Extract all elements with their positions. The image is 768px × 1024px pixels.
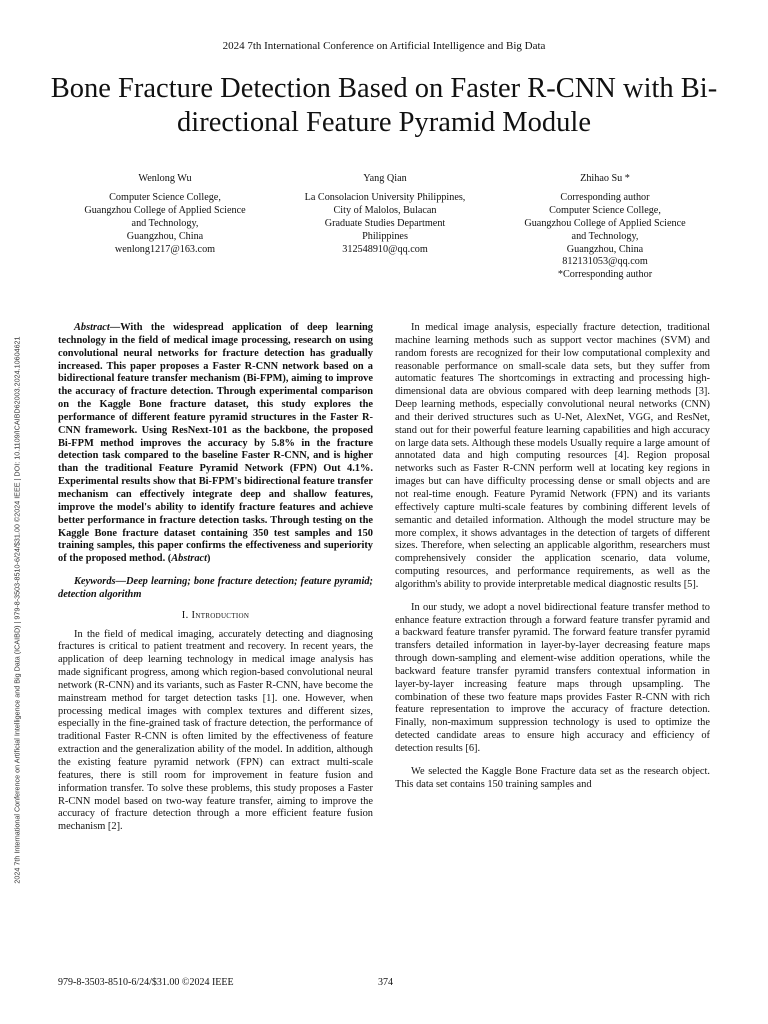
author-email: wenlong1217@163.com [114, 243, 216, 255]
author-block [60, 173, 710, 282]
body-paragraph: In our study, we adopt a novel bidirectional feature transfer method to enhance feature extraction through a forward feature transfer pyramid and a backward feature transfer pyramid. The forward feature transfer pyramid transfers detailed information in layer-by-layer decreasing feature maps through down-sampling and element-wise addition operations, while the backward feature transfer pyramid transfers contextual information in layer-by-layer increasing feature maps through upsampling. The combination of these two feature maps provides Faster R-CNN with rich feature representation to improve the accuracy of fracture detection. Finally, non-maximum suppression technology is used to optimize the detected candidate areas to ensure high accuracy and efficiency of detection results [6]. [395, 601, 710, 754]
abstract [58, 322, 373, 566]
author-email: 312548910@qq.com [342, 243, 428, 255]
page-number: 374 [378, 977, 393, 988]
author-affiliation-line: Corresponding author [560, 191, 650, 203]
abstract-tail: Abstract [171, 553, 208, 565]
author-1 [60, 173, 270, 282]
body-paragraph: We selected the Kaggle Bone Fracture data set as the research object. This data set contains 150 training samples and [395, 765, 710, 790]
doi-sidebar [10, 240, 24, 980]
page-footer [58, 977, 678, 988]
intro-paragraph: In the field of medical imaging, accurately detecting and diagnosing fractures is critical to patient treatment and recovery. In recent years, the application of deep learning technology in medical image analysis has made significant progress, among which region-based convolutional neural network (R-CNN) and its variants, such as Faster R-CNN, have become the mainstream method for target detection tasks [1]. one. However, when processing medical images with complex textures and different sizes, especially in the fine-grained task of fracture detection, the performance of traditional Faster R-CNN is often limited by the effectiveness of feature extraction and the generalization ability of the model. In addition, although the existing feature pyramid network (FPN) can extract multi-scale features, there is still room for improvement in feature fusion and information transfer. To solve these problems, this study proposes a Faster R-CNN model based on two-way feature transfer, aiming to improve the accuracy of fracture detection through a more efficient feature fusion mechanism [2]. [58, 628, 373, 833]
author-affiliation-line: Guangzhou, China [126, 230, 204, 242]
author-name: Yang Qian [363, 173, 407, 184]
paper-title: Bone Fracture Detection Based on Faster R-CNN with Bi-directional Feature Pyramid Module [50, 73, 718, 138]
right-column [395, 322, 710, 798]
author-affiliation-line: and Technology, [571, 230, 639, 242]
author-affiliation-line: and Technology, [131, 217, 199, 229]
conference-header: 2024 7th International Conference on Artificial Intelligence and Big Data [222, 40, 546, 52]
body-paragraph: In medical image analysis, especially fracture detection, traditional machine learning methods such as support vector machines (SVM) and random forests are recognized for their low computational complexity and reasonable performance on small-scale data sets, but they suffer from automatic features The shortcomings in extracting and processing high-dimensional data are obvious compared with deep learning methods [3]. Deep learning methods, especially convolutional neural networks (CNN) and their derived structures such as U-Net, AlexNet, VGG, and ResNet, stand out for their powerful feature learning capabilities and high accuracy on large data sets. Although these models Usually require a large amount of annotated data and high computing resources [4]. Region proposal networks such as Faster R-CNN perform well at locating key regions in images but can have difficulty processing dense or small objects and are not real-time enough. Feature Pyramid Network (FPN) and its variants effectively capture multi-scale features by combining different levels of semantic and detailed information. Although the model structure may be more complex, it shows advantages in the detection of targets of different sizes. Therefore, when selecting an applicable algorithm, researchers must comprehensively consider the application scenario, data volume, computing resources, and performance requirements, as well as the algorithm's ability to provide interpretable medical diagnostic results [5]. [395, 322, 710, 590]
section-heading-introduction [58, 610, 373, 623]
author-affiliation-line: Guangzhou College of Applied Science [84, 204, 246, 216]
author-affiliation-line: Guangzhou College of Applied Science [524, 217, 686, 229]
abstract-close: ) [207, 553, 211, 565]
keywords: Keywords—Deep learning; bone fracture detection; feature pyramid; detection algorithm [58, 576, 373, 600]
author-name: Zhihao Su * [580, 173, 630, 184]
author-name: Wenlong Wu [138, 173, 192, 184]
footer-isbn: 979-8-3503-8510-6/24/$31.00 ©2024 IEEE [58, 977, 234, 988]
author-3 [500, 173, 710, 282]
author-affiliation-line: Philippines [362, 230, 408, 242]
abstract-label: Abstract [74, 322, 110, 333]
abstract-body: —With the widespread application of deep learning technology in the field of medical image processing, research on using convolutional neural networks for fracture detection has gradually increased. This paper proposes a Faster R-CNN network based on a bidirectional feature transfer mechanism (Bi-FPM), aiming to improve the accuracy of fracture detection. Through experimental comparison on the Kaggle Bone fracture dataset, this study explores the performance of different feature pyramid structures in the Faster R-CNN framework. Using ResNext-101 as the backbone, the proposed Bi-FPM method improves the accuracy by 5.8% in the fracture detection task compared to the baseline Faster R-CNN, and is higher than the traditional Feature Pyramid Network (FPN) Out 4.1%. Experimental results show that Bi-FPM's bidirectional feature transfer mechanism can effectively integrate deep and shallow features, improve the model's ability to identify fracture features and achieve better performance in fracture detection tasks. Through testing on the Kaggle Bone fracture dataset containing 350 test samples and 150 training samples, this paper confirms the effectiveness and superiority of the proposed method. ( [58, 322, 373, 565]
author-affiliation-line: *Corresponding author [557, 269, 653, 281]
section-numeral: I. [181, 609, 189, 621]
author-affiliation-line: Guangzhou, China [566, 243, 644, 255]
author-affiliation-line: Computer Science College, [109, 191, 221, 203]
author-affiliation-line: Graduate Studies Department [324, 217, 446, 229]
left-column [58, 322, 373, 840]
author-2 [280, 173, 490, 282]
author-affiliation-line: Computer Science College, [549, 204, 661, 216]
author-email: 812131053@qq.com [562, 256, 648, 268]
section-title: Introduction [191, 609, 250, 621]
author-affiliation-line: City of Malolos, Bulacan [333, 204, 437, 216]
author-affiliation-line: La Consolacion University Philippines, [304, 191, 466, 203]
doi-sidebar-text: 2024 7th International Conference on Artificial Intelligence and Big Data (ICAIBD) | 979-8-3503-8510-6/24/$31.00 ©2024 IEEE | DOI: 10.1109/ICAIBD62003.2024.10604621 [12, 336, 22, 884]
